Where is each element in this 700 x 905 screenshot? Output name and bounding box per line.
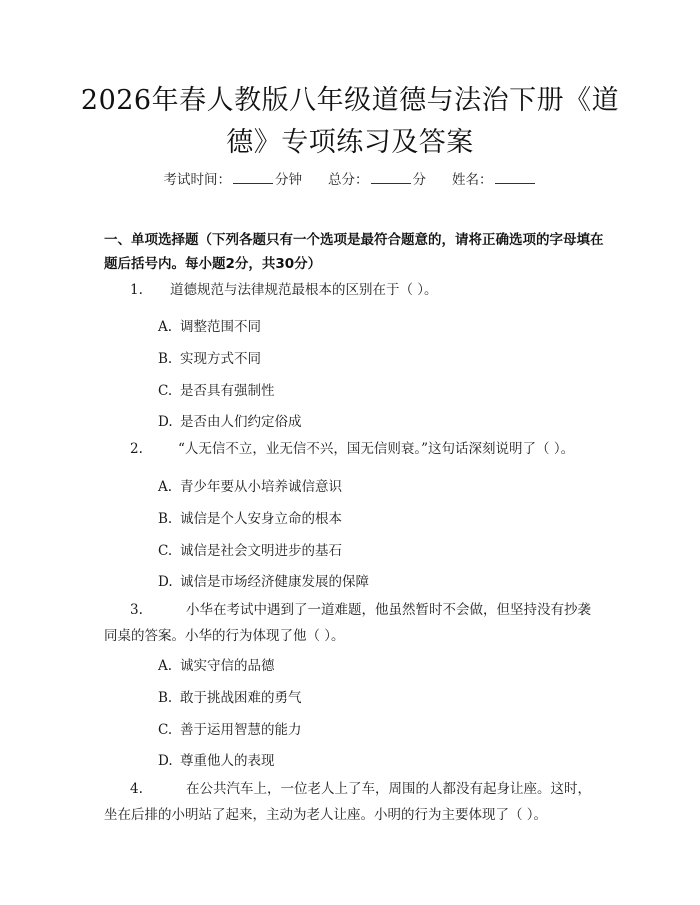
exam-info-line [0, 168, 700, 188]
option-text: 敢于挑战困难的勇气 [180, 690, 302, 706]
question-stem: “人无信不立，业无信不兴，国无信则衰。”这句话深刻说明了（ ）。 [178, 441, 575, 457]
option-text: 诚信是市场经济健康发展的保障 [180, 574, 369, 590]
option-text: 实现方式不同 [180, 351, 261, 367]
option-text: 调整范围不同 [180, 319, 261, 335]
question-number: 4. [130, 781, 143, 797]
option-label: C. [158, 383, 173, 399]
option-text: 青少年要从小培养诚信意识 [180, 479, 342, 495]
option-3a [158, 654, 275, 674]
option-1b [158, 347, 261, 367]
question-number: 1. [130, 282, 143, 298]
option-2b [158, 507, 342, 527]
option-text: 诚实守信的品德 [180, 658, 275, 674]
option-text: 诚信是社会文明进步的基石 [180, 543, 342, 559]
option-2a [158, 475, 342, 495]
time-label: 考试时间： [163, 172, 231, 188]
option-label: B. [158, 511, 173, 527]
question-2 [104, 436, 604, 462]
option-label: D. [158, 753, 173, 769]
option-text: 是否具有强制性 [180, 383, 275, 399]
option-label: A. [158, 658, 173, 674]
option-text: 诚信是个人安身立命的根本 [180, 511, 342, 527]
option-1d [158, 410, 302, 430]
score-unit: 分 [412, 172, 426, 188]
question-stem: 道德规范与法律规范最根本的区别在于（ ）。 [170, 282, 438, 298]
score-blank [371, 171, 411, 184]
time-unit: 分钟 [275, 172, 302, 188]
option-2c [158, 539, 342, 559]
option-3d [158, 749, 275, 769]
question-number: 2. [130, 441, 143, 457]
option-label: B. [158, 351, 173, 367]
option-label: A. [158, 319, 173, 335]
question-number: 3. [130, 602, 143, 618]
name-blank [495, 171, 535, 184]
question-stem: 在公共汽车上，一位老人上了车，周围的人都没有起身让座。这时，坐在后排的小明站了起来，主动为老人让座。小明的行为主要体现了（ ）。 [104, 781, 591, 823]
option-label: B. [158, 690, 173, 706]
question-stem: 小华在考试中遇到了一道难题，他虽然暂时不会做，但坚持没有抄袭同桌的答案。小华的行为体现了他（ ）。 [104, 602, 591, 644]
time-blank [233, 171, 273, 184]
option-2d [158, 570, 369, 590]
section-heading: 一、单项选择题（下列各题只有一个选项是最符合题意的，请将正确选项的字母填在题后括号内。每小题2分，共30分） [104, 232, 604, 272]
option-3b [158, 686, 302, 706]
question-3 [104, 597, 604, 649]
score-label: 总分： [328, 172, 369, 188]
option-label: C. [158, 543, 173, 559]
option-label: D. [158, 414, 173, 430]
option-label: D. [158, 574, 173, 590]
option-label: C. [158, 722, 173, 738]
question-1 [104, 277, 604, 303]
option-text: 尊重他人的表现 [180, 753, 275, 769]
option-3c [158, 718, 302, 738]
option-label: A. [158, 479, 173, 495]
question-4 [104, 776, 604, 828]
option-text: 善于运用智慧的能力 [180, 722, 302, 738]
name-label: 姓名： [452, 172, 493, 188]
document-title: 2026年春人教版八年级道德与法治下册《道德》专项练习及答案 [80, 85, 620, 158]
option-1a [158, 315, 261, 335]
option-text: 是否由人们约定俗成 [180, 414, 302, 430]
option-1c [158, 379, 275, 399]
